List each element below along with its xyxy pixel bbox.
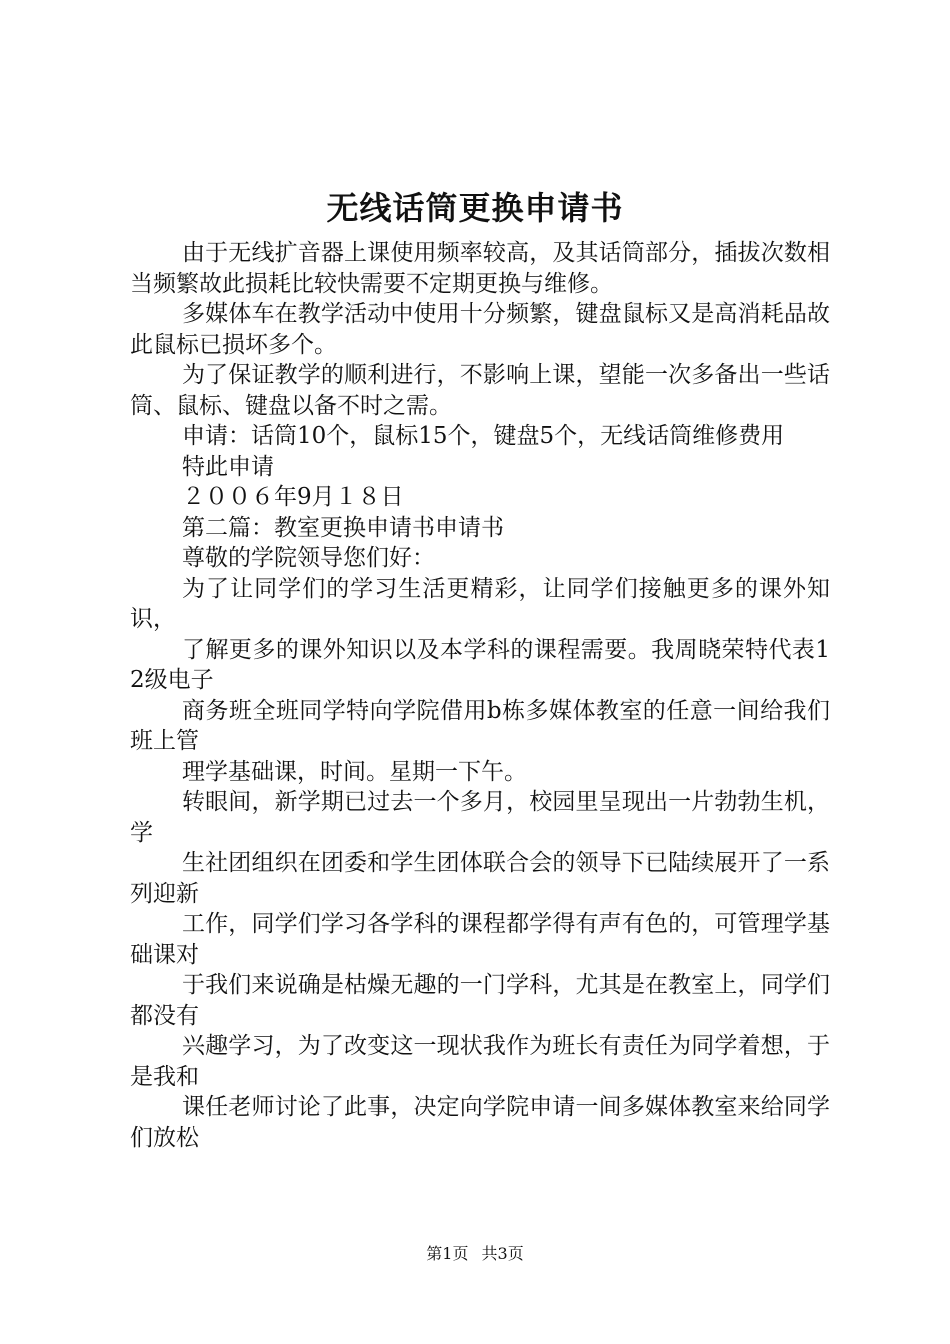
paragraph: 商务班全班同学特向学院借用b栋多媒体教室的任意一间给我们班上管 [130, 697, 830, 754]
paragraph: 转眼间，新学期已过去一个多月，校园里呈现出一片勃勃生机，学 [130, 789, 830, 846]
document-body [130, 238, 830, 1153]
paragraph: 课任老师讨论了此事，决定向学院申请一间多媒体教室来给同学们放松 [130, 1094, 830, 1151]
paragraph: 特此申请 [182, 453, 274, 480]
paragraph: 了解更多的课外知识以及本学科的课程需要。我周晓荣特代表12级电子 [130, 636, 830, 693]
paragraph: 多媒体车在教学活动中使用十分频繁，键盘鼠标又是高消耗品故此鼠标已损坏多个。 [130, 301, 830, 358]
document-title: 无线话筒更换申请书 [326, 189, 624, 227]
salutation: 尊敬的学院领导您们好： [182, 545, 435, 571]
page-number: 第1页 [426, 1244, 469, 1263]
paragraph: 为了保证教学的顺利进行，不影响上课，望能一次多备出一些话筒、鼠标、键盘以备不时之需。 [130, 362, 830, 419]
paragraph: 理学基础课，时间。星期一下午。 [182, 758, 527, 785]
paragraph: 为了让同学们的学习生活更精彩，让同学们接触更多的课外知识， [130, 575, 830, 632]
page-total: 共3页 [481, 1244, 524, 1263]
page-footer [0, 1243, 950, 1265]
paragraph: 于我们来说确是枯燥无趣的一门学科，尤其是在教室上，同学们都没有 [130, 972, 830, 1029]
date-line: ２００６年9月１８日 [182, 484, 404, 510]
section-heading: 第二篇：教室更换申请书申请书 [182, 514, 504, 541]
paragraph: 工作，同学们学习各学科的课程都学得有声有色的，可管理学基础课对 [130, 911, 830, 968]
paragraph: 兴趣学习，为了改变这一现状我作为班长有责任为同学着想，于是我和 [130, 1033, 830, 1090]
paragraph: 申请：话筒10个，鼠标15个，键盘5个，无线话筒维修费用 [182, 423, 785, 449]
paragraph: 生社团组织在团委和学生团体联合会的领导下已陆续展开了一系列迎新 [130, 850, 830, 907]
paragraph: 由于无线扩音器上课使用频率较高，及其话筒部分，插拔次数相当频繁故此损耗比较快需要不定期更换与维修。 [130, 240, 830, 297]
